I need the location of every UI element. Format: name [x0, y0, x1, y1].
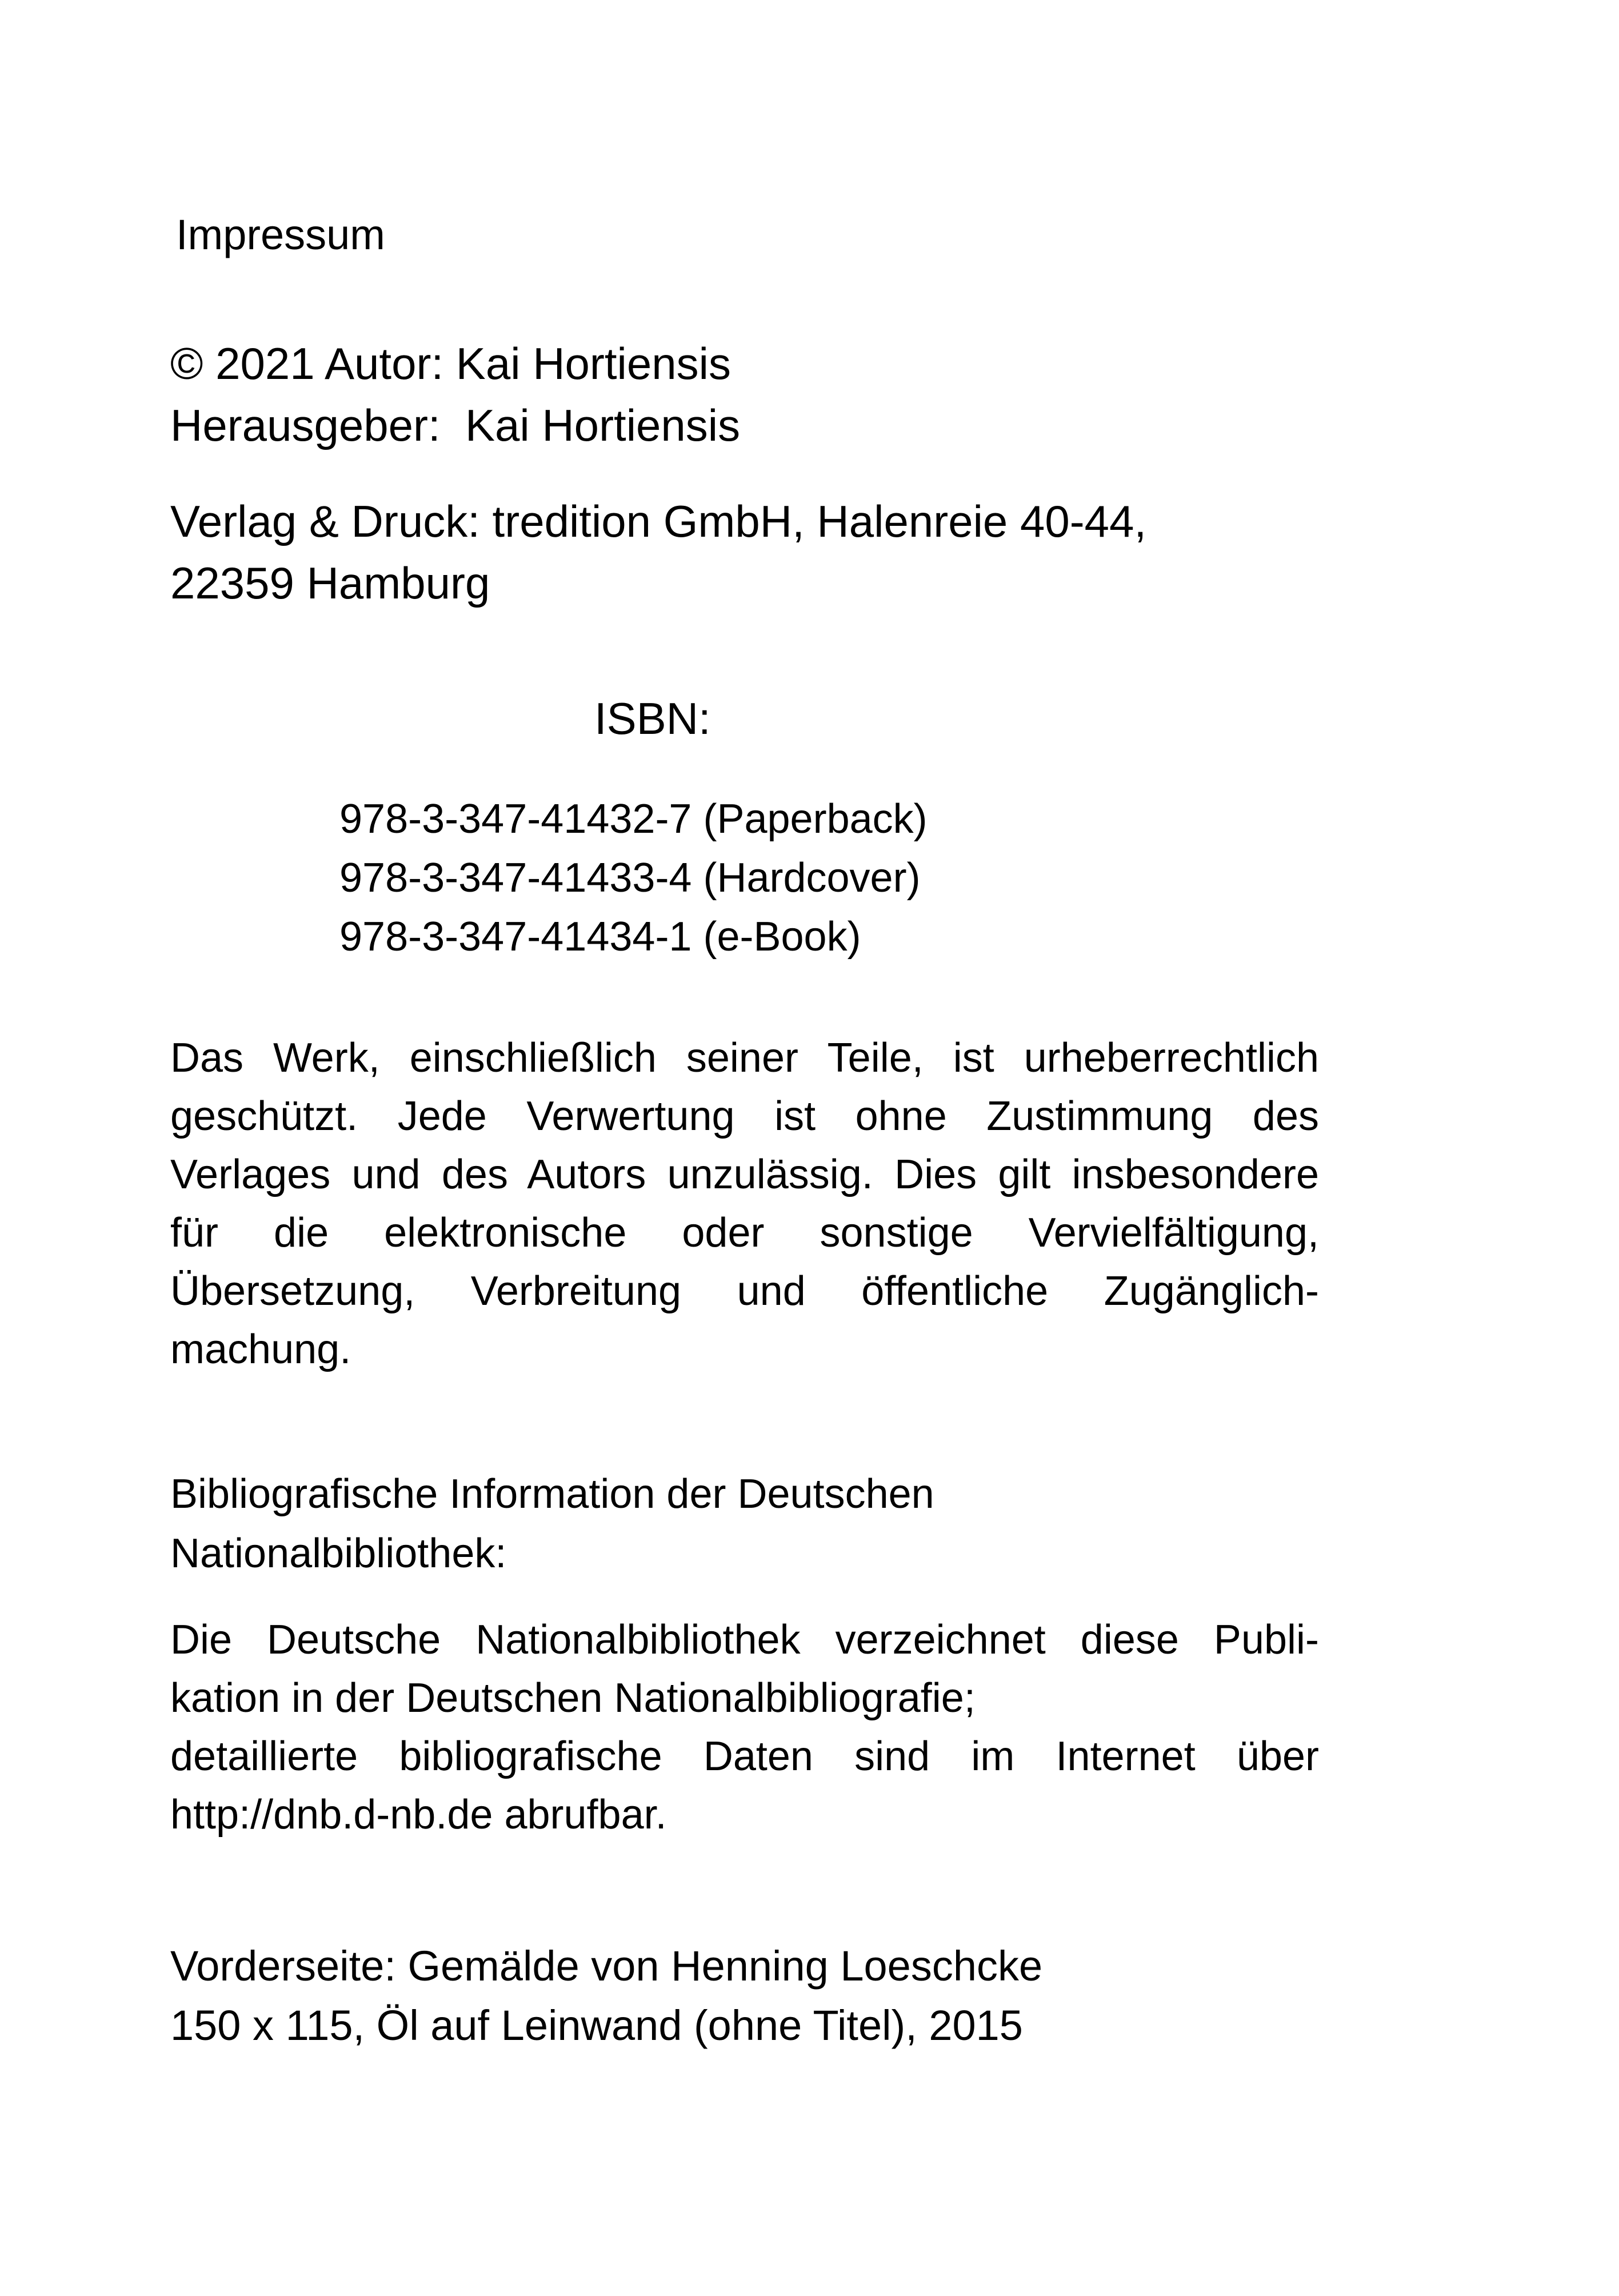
impressum-title: Impressum [176, 211, 385, 258]
isbn-entry: 978-3-347-41432-7 (Paperback) [339, 796, 928, 842]
bibliographic-notice [170, 1611, 1319, 1844]
bibliographic-heading [170, 1464, 934, 1583]
copyright-line: machung. [170, 1327, 351, 1372]
copyright-line: für die elektronische oder sonstige Vervielfältigung, [170, 1210, 1319, 1256]
copyright-line: Verlages und des Autors unzulässig. Dies gilt insbesondere [170, 1152, 1319, 1197]
cover-line-2: 150 x 115, Öl auf Leinwand (ohne Titel), 2015 [170, 2002, 1023, 2049]
cover-line-1: Vorderseite: Gemälde von Henning Loeschcke [170, 1942, 1043, 1990]
verlag-line-1: Verlag & Druck: tredition GmbH, Halenreie 40-44, [170, 496, 1147, 546]
biblio-heading-line: Nationalbibliothek: [170, 1531, 507, 1576]
isbn-heading [594, 689, 711, 748]
isbn-list [339, 790, 928, 967]
isbn-entry: 978-3-347-41433-4 (Hardcover) [339, 855, 921, 901]
isbn-entry: 978-3-347-41434-1 (e-Book) [339, 914, 861, 960]
author-block [170, 333, 740, 456]
biblio-line: detaillierte bibliografische Daten sind im Internet über [170, 1734, 1319, 1779]
biblio-line: Die Deutsche Nationalbibliothek verzeichnet diese Publi- [170, 1617, 1319, 1663]
biblio-line: http://dnb.d-nb.de abrufbar. [170, 1792, 667, 1838]
biblio-heading-line: Bibliografische Information der Deutschen [170, 1471, 934, 1517]
copyright-line: Übersetzung, Verbreitung und öffentliche Zugänglich- [170, 1268, 1319, 1314]
publisher-address-block [170, 490, 1146, 614]
copyright-line: geschützt. Jede Verwertung ist ohne Zustimmung des [170, 1093, 1319, 1139]
copyright-line: Das Werk, einschließlich seiner Teile, ist urheberrechtlich [170, 1035, 1319, 1081]
cover-credit [170, 1936, 1042, 2055]
verlag-line-2: 22359 Hamburg [170, 558, 490, 608]
isbn-label: ISBN: [594, 693, 711, 744]
copyright-notice [170, 1029, 1319, 1379]
publisher-line: Herausgeber: Kai Hortiensis [170, 400, 741, 450]
page-heading [176, 206, 385, 264]
biblio-line: kation in der Deutschen Nationalbibliografie; [170, 1675, 976, 1721]
author-line: © 2021 Autor: Kai Hortiensis [170, 338, 731, 389]
